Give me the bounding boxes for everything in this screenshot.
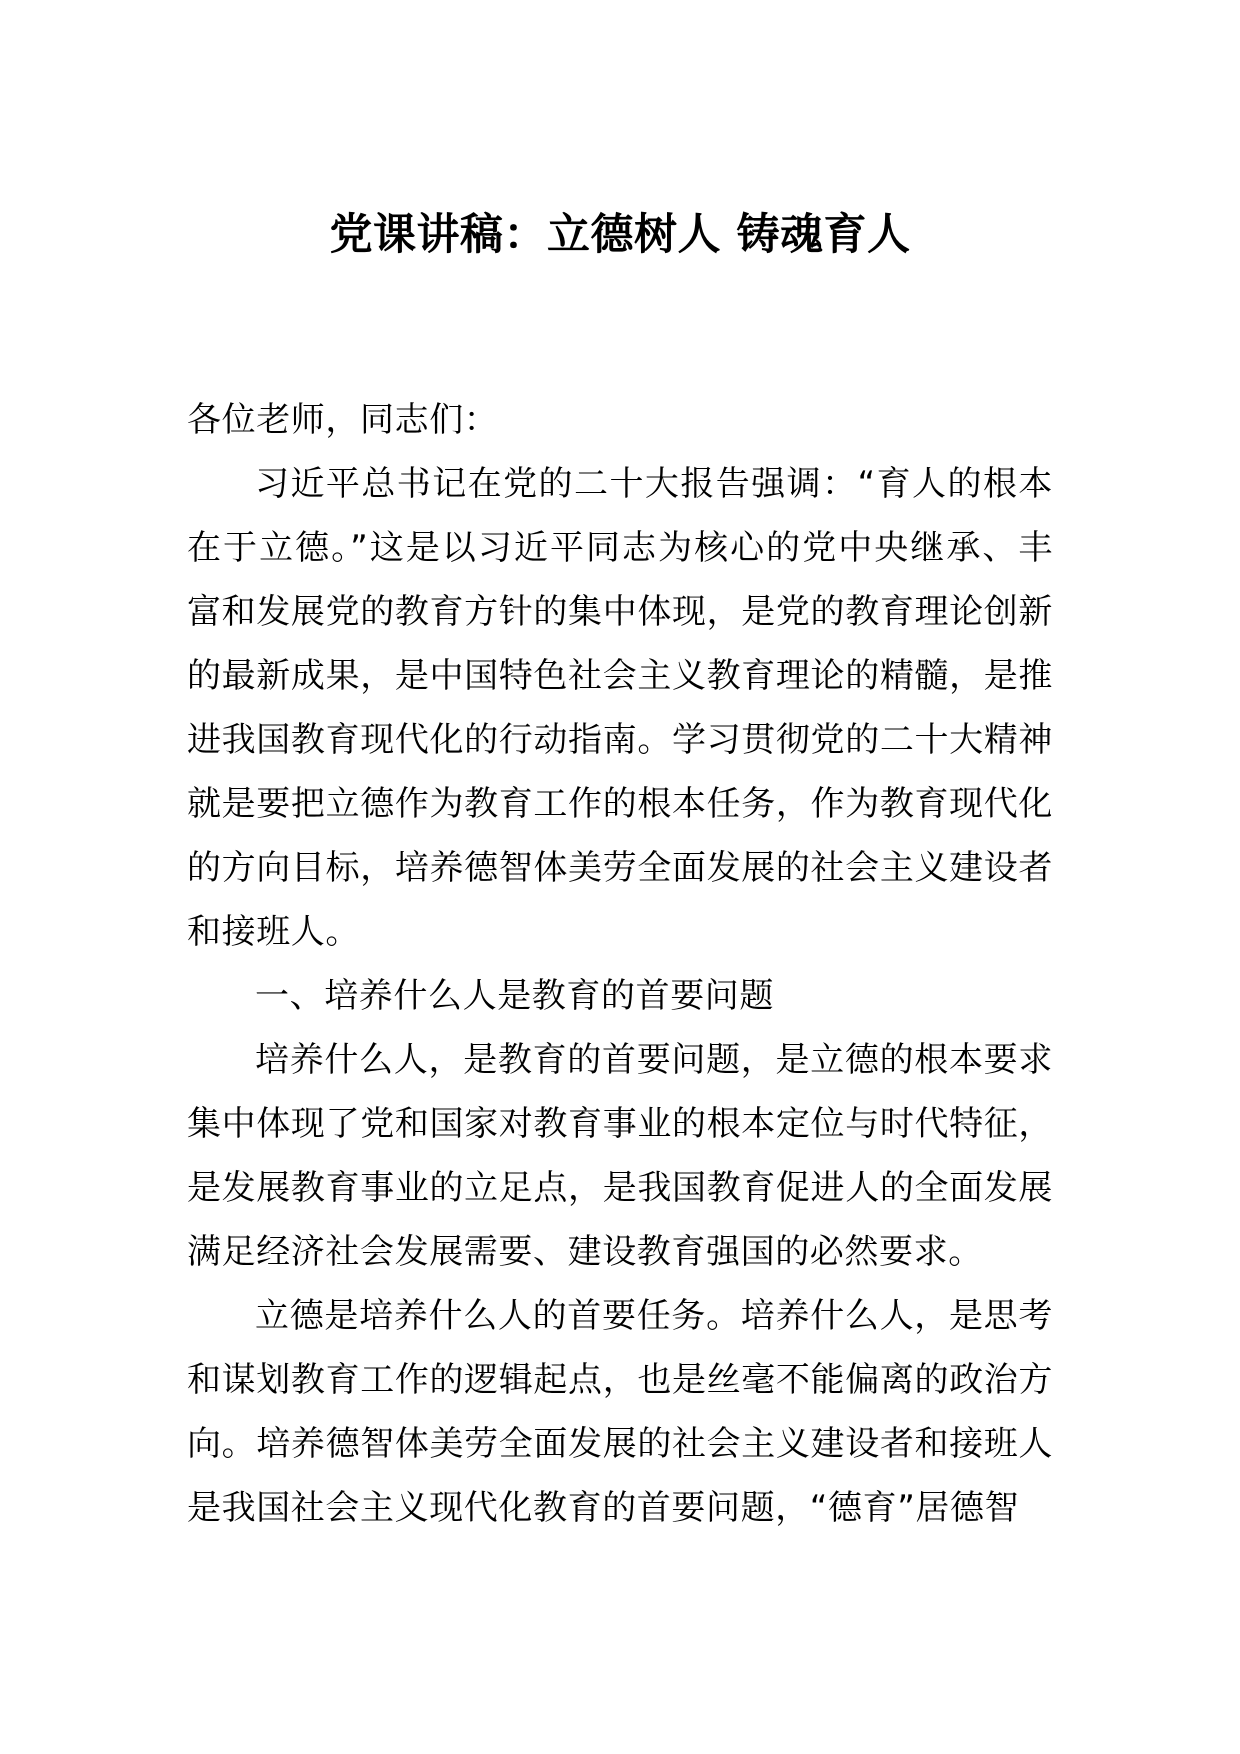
section-heading: 一、培养什么人是教育的首要问题 bbox=[255, 976, 774, 1016]
salutation: 各位老师，同志们： bbox=[187, 400, 499, 440]
paragraph-section-1-continued: 立德是培养什么人的首要任务。培养什么人，是思考和谋划教育工作的逻辑起点，也是丝毫不能偏离的政治方向。培养德智体美劳全面发展的社会主义建设者和接班人是我国社会主义现代化教育的首要问题，“德育”居德智 bbox=[187, 1296, 1053, 1528]
paragraph-section-1: 培养什么人，是教育的首要问题，是立德的根本要求集中体现了党和国家对教育事业的根本定位与时代特征，是发展教育事业的立足点，是我国教育促进人的全面发展满足经济社会发展需要、建设教育强国的必然要求。 bbox=[187, 1040, 1053, 1272]
document-body bbox=[187, 388, 1053, 1540]
document-title: 党课讲稿：立德树人 铸魂育人 bbox=[329, 210, 911, 260]
paragraph-intro: 习近平总书记在党的二十大报告强调：“育人的根本在于立德。”这是以习近平同志为核心的党中央继承、丰富和发展党的教育方针的集中体现，是党的教育理论创新的最新成果，是中国特色社会主义教育理论的精髓，是推进我国教育现代化的行动指南。学习贯彻党的二十大精神就是要把立德作为教育工作的根本任务，作为教育现代化的方向目标，培养德智体美劳全面发展的社会主义建设者和接班人。 bbox=[187, 464, 1053, 952]
